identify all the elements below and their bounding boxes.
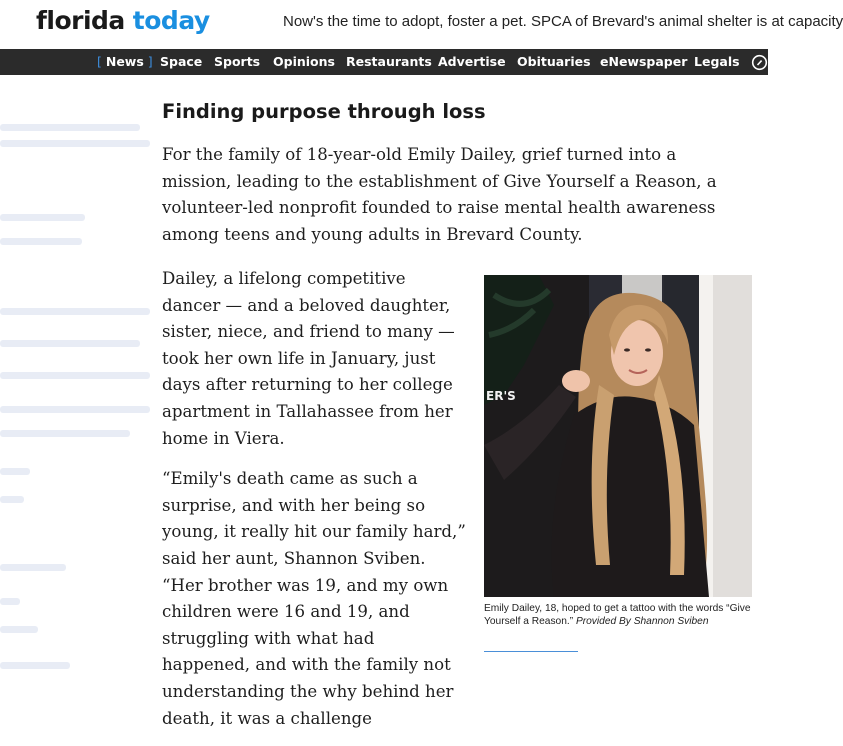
nav-item-advertise[interactable]: Advertise: [438, 54, 506, 69]
site-logo[interactable]: [36, 4, 210, 38]
site-header: [0, 0, 843, 49]
nav-active-bracket-right: ]: [143, 54, 153, 69]
photo-illustration: [484, 275, 752, 597]
nav-item-news[interactable]: [97, 55, 153, 69]
photo-sign-text: ER'S: [486, 389, 516, 403]
logo-word-today: today: [132, 6, 210, 35]
faded-background-text: [0, 100, 150, 690]
caption-divider: [484, 651, 578, 652]
nav-item-restaurants[interactable]: Restaurants: [346, 54, 432, 69]
headline-ticker[interactable]: Now's the time to adopt, foster a pet. SPCA of Brevard's animal shelter is at capacity: [283, 13, 843, 30]
article-intro: For the family of 18-year-old Emily Dailey, grief turned into a mission, leading to the establishment of Give Yourself a Reason, a volunteer-led nonprofit founded to raise mental health awareness among teens and young adults in Brevard County.: [162, 145, 717, 244]
article-body: [162, 266, 467, 746]
nav-item-space[interactable]: Space: [160, 54, 203, 69]
nav-item-sports[interactable]: Sports: [214, 54, 261, 69]
nav-item-label: News: [105, 54, 144, 69]
photo-caption-text: Emily Dailey, 18, hoped to get a tattoo with the words “Give Yourself a Reason.”: [484, 603, 751, 627]
nav-active-bracket-left: [: [97, 54, 106, 69]
logo-word-florida: florida: [36, 6, 125, 35]
nav-item-legals[interactable]: Legals: [694, 54, 740, 69]
article-photo[interactable]: [484, 275, 752, 597]
nav-item-enewspaper[interactable]: eNewspaper: [600, 54, 688, 69]
article-paragraph: Dailey, a lifelong competitive dancer — and a beloved daughter, sister, niece, and friend to many — took her own life in January, just days after returning to her college apartment in Tallahassee from her home in Viera.: [162, 269, 455, 448]
main-nav: [0, 49, 768, 75]
nav-item-obituaries[interactable]: Obituaries: [517, 54, 591, 69]
article-paragraph: “Emily's death came as such a surprise, and with her being so young, it really hit our family hard,” said her aunt, Shannon Sviben. “Her brother was 19, and my own children were 16 and 19, and struggling with what had happened, and with the family not understanding the why behind her death, it was a challenge: [162, 469, 466, 728]
photo-caption: [484, 602, 752, 628]
article-headline: Finding purpose through loss: [162, 100, 486, 123]
search-icon[interactable]: [751, 54, 768, 71]
nav-item-opinions[interactable]: Opinions: [273, 54, 335, 69]
photo-credit: Provided By Shannon Sviben: [575, 616, 709, 627]
